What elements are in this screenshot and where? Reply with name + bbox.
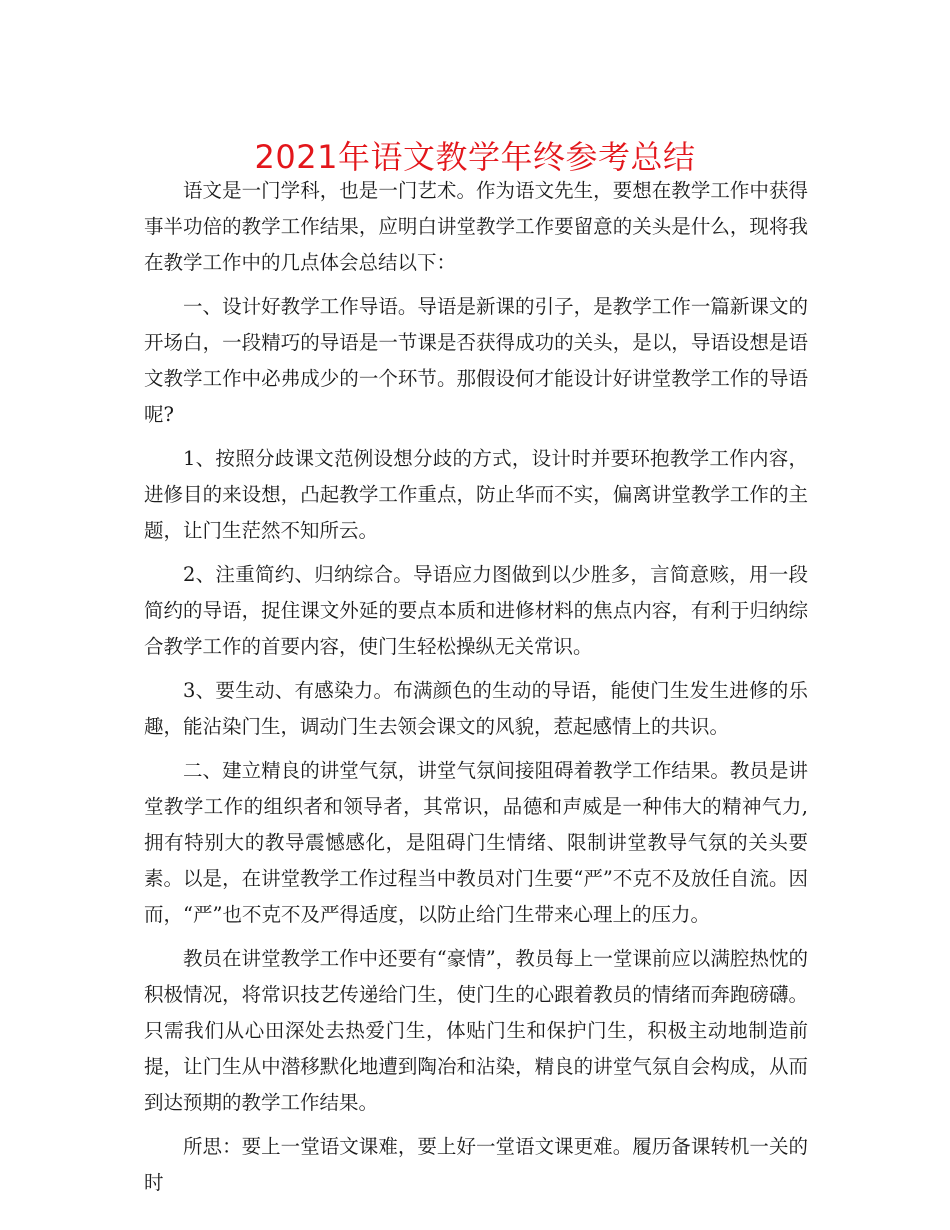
document-title: 2021年语文教学年终参考总结 [254,138,696,176]
paragraph-point-3: 3、要生动、有感染力。布满颜色的生动的导语，能使门生发生进修的乐趣，能沾染门生，调动门生去领会课文的风貌，惹起感情上的共识。 [144,679,808,738]
paragraph-intro: 语文是一门学科，也是一门艺术。作为语文先生，要想在教学工作中获得事半功倍的教学工作结果，应明白讲堂教学工作要留意的关头是什么，现将我在教学工作中的几点体会总结以下： [144,179,808,274]
document-body [144,173,808,1209]
paragraph-point-2: 2、注重简约、归纳综合。导语应力图做到以少胜多，言简意赅，用一段简约的导语，捉住课文外延的要点本质和进修材料的焦点内容，有利于归纳综合教学工作的首要内容，使门生轻松操纵无关常识。 [144,563,808,658]
paragraph-section-1: 一、设计好教学工作导语。导语是新课的引子，是教学工作一篇新课文的开场白，一段精巧的导语是一节课是否获得成功的关头，是以，导语设想是语文教学工作中必弗成少的一个环节。那假设何才能设计好讲堂教学工作的导语呢? [144,295,808,426]
paragraph-teacher-passion: 教员在讲堂教学工作中还要有“豪情”，教员每上一堂课前应以满腔热忱的积极情况，将常识技艺传递给门生，使门生的心跟着教员的情绪而奔跑磅礴。只需我们从心田深处去热爱门生，体贴门生和保护门生，积极主动地制造前提，让门生从中潜移默化地遭到陶冶和沾染，精良的讲堂气氛自会构成，从而到达预期的教学工作结果。 [144,947,808,1114]
paragraph-section-2: 二、建立精良的讲堂气氛，讲堂气氛间接阻碍着教学工作结果。教员是讲堂教学工作的组织者和领导者，其常识，品德和声威是一种伟大的精神气力,拥有特别大的教导震憾感化，是阻碍门生情绪、限制讲堂教导气氛的关头要素。以是，在讲堂教学工作过程当中教员对门生要“严”不克不及放任自流。因而，“严”也不克不及严得适度，以防止给门生带来心理上的压力。 [144,759,808,926]
paragraph-point-1: 1、按照分歧课文范例设想分歧的方式，设计时并要环抱教学工作内容，进修目的来设想，凸起教学工作重点，防止华而不实，偏离讲堂教学工作的主题，让门生茫然不知所云。 [144,447,808,542]
paragraph-reflection: 所思：要上一堂语文课难，要上好一堂语文课更难。履历备课转机一关的时 [144,1135,808,1194]
